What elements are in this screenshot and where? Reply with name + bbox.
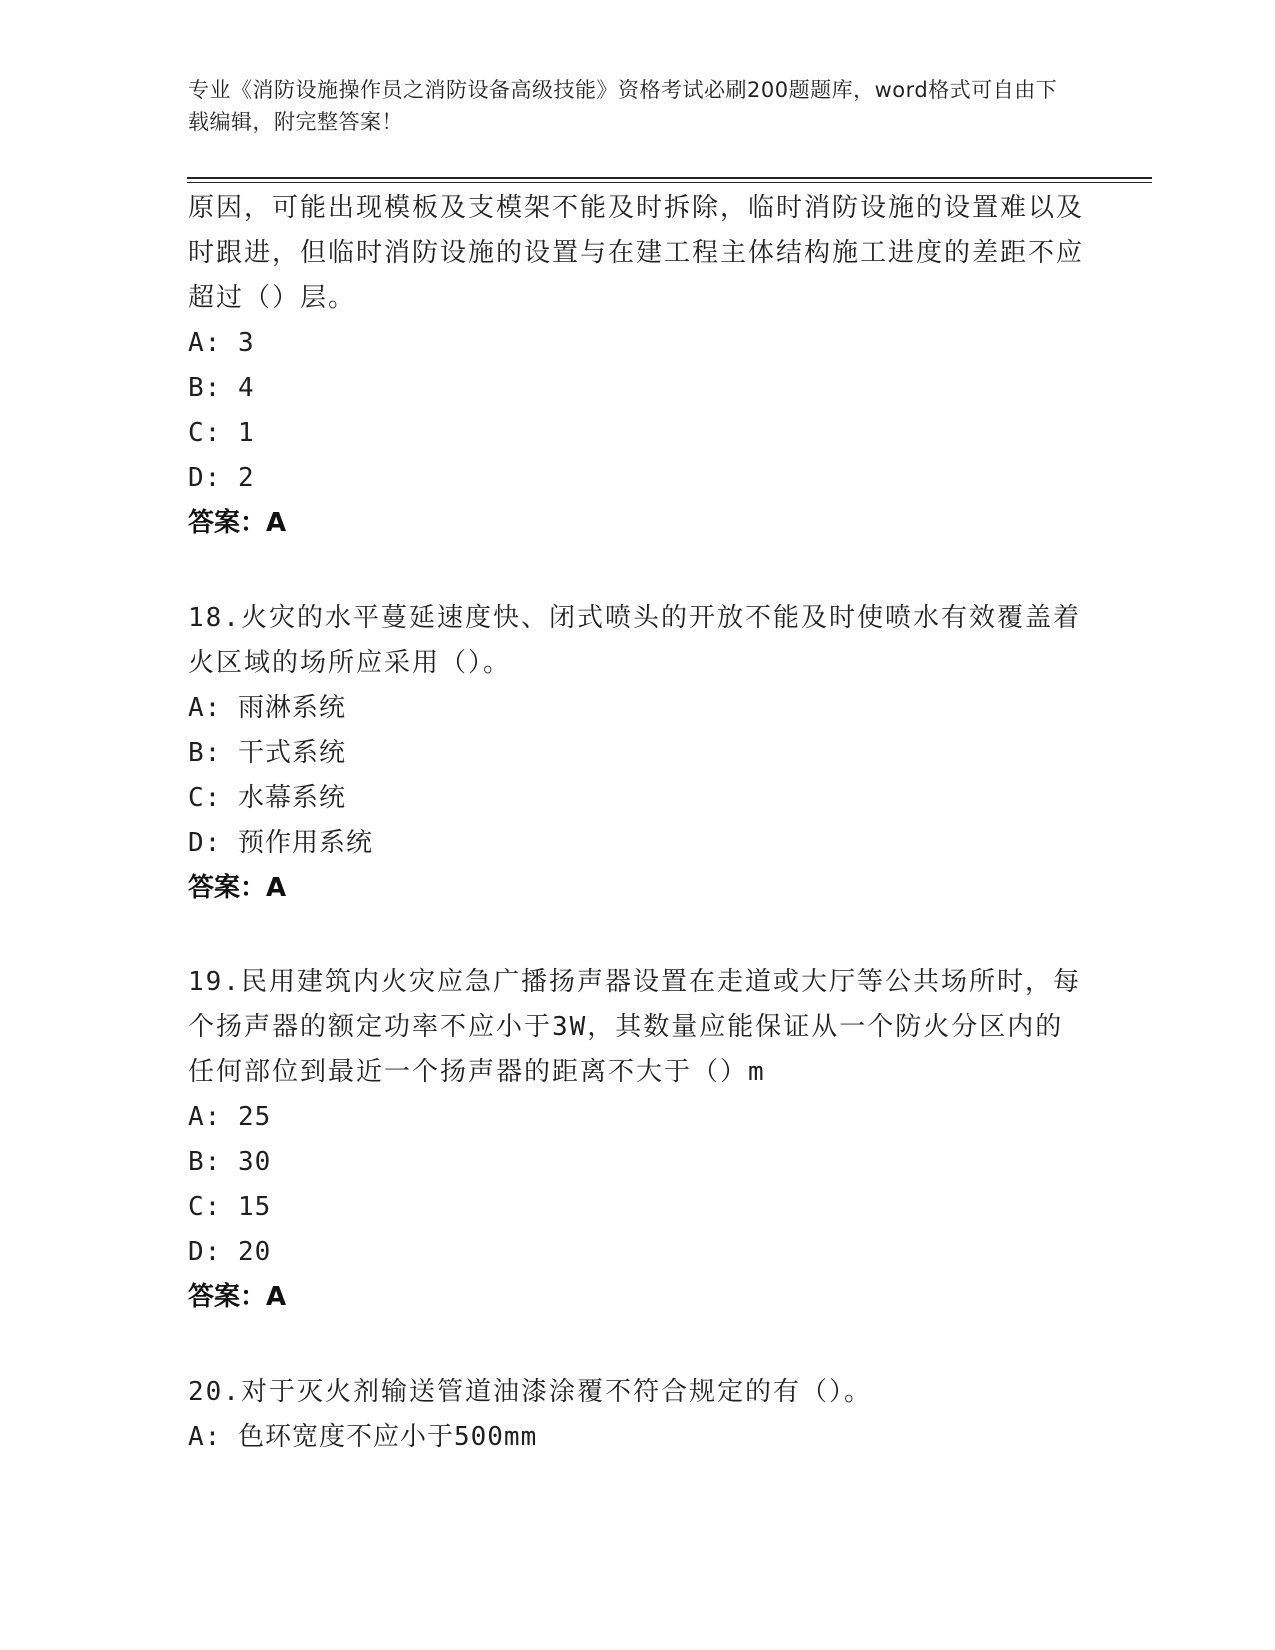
question-text: 原因，可能出现模板及支模架不能及时拆除，临时消防设施的设置难以及时跟进，但临时消防设施的设置与在建工程主体结构施工进度的差距不应超过（）层。	[188, 193, 1085, 313]
option-a: A: 色环宽度不应小于500mm	[188, 1422, 538, 1452]
question-text: 20.对于灭火剂输送管道油漆涂覆不符合规定的有（）。	[188, 1377, 872, 1407]
option-a: A: 雨淋系统	[188, 693, 346, 723]
option-b: B: 干式系统	[188, 738, 346, 768]
option-c: C: 15	[188, 1192, 272, 1222]
option-a: A: 3	[188, 328, 255, 358]
option-a: A: 25	[188, 1102, 272, 1132]
option-d: D: 2	[188, 463, 255, 493]
document-header: 专业《消防设施操作员之消防设备高级技能》资格考试必刷200题题库，word格式可自由下载编辑，附完整答案！	[188, 78, 1058, 134]
question-block-17	[188, 186, 1088, 546]
option-d: D: 预作用系统	[188, 828, 373, 858]
question-text: 19.民用建筑内火灾应急广播扬声器设置在走道或大厅等公共场所时，每个扬声器的额定功率不应小于3W，其数量应能保证从一个防火分区内的任何部位到最近一个扬声器的距离不大于（）m	[188, 967, 1081, 1087]
question-block-20	[188, 1370, 1088, 1460]
option-c: C: 水幕系统	[188, 783, 346, 813]
answer-label: 答案：A	[188, 873, 287, 903]
question-block-19	[188, 960, 1088, 1320]
option-b: B: 4	[188, 373, 255, 403]
question-text: 18.火灾的水平蔓延速度快、闭式喷头的开放不能及时使喷水有效覆盖着火区域的场所应采用（）。	[188, 603, 1081, 678]
option-c: C: 1	[188, 418, 255, 448]
header-divider-thick	[187, 177, 1152, 179]
option-d: D: 20	[188, 1237, 272, 1267]
option-b: B: 30	[188, 1147, 272, 1177]
answer-label: 答案：A	[188, 1282, 287, 1312]
header-divider-thin	[187, 182, 1152, 183]
answer-label: 答案：A	[188, 508, 287, 538]
question-block-18	[188, 596, 1088, 911]
